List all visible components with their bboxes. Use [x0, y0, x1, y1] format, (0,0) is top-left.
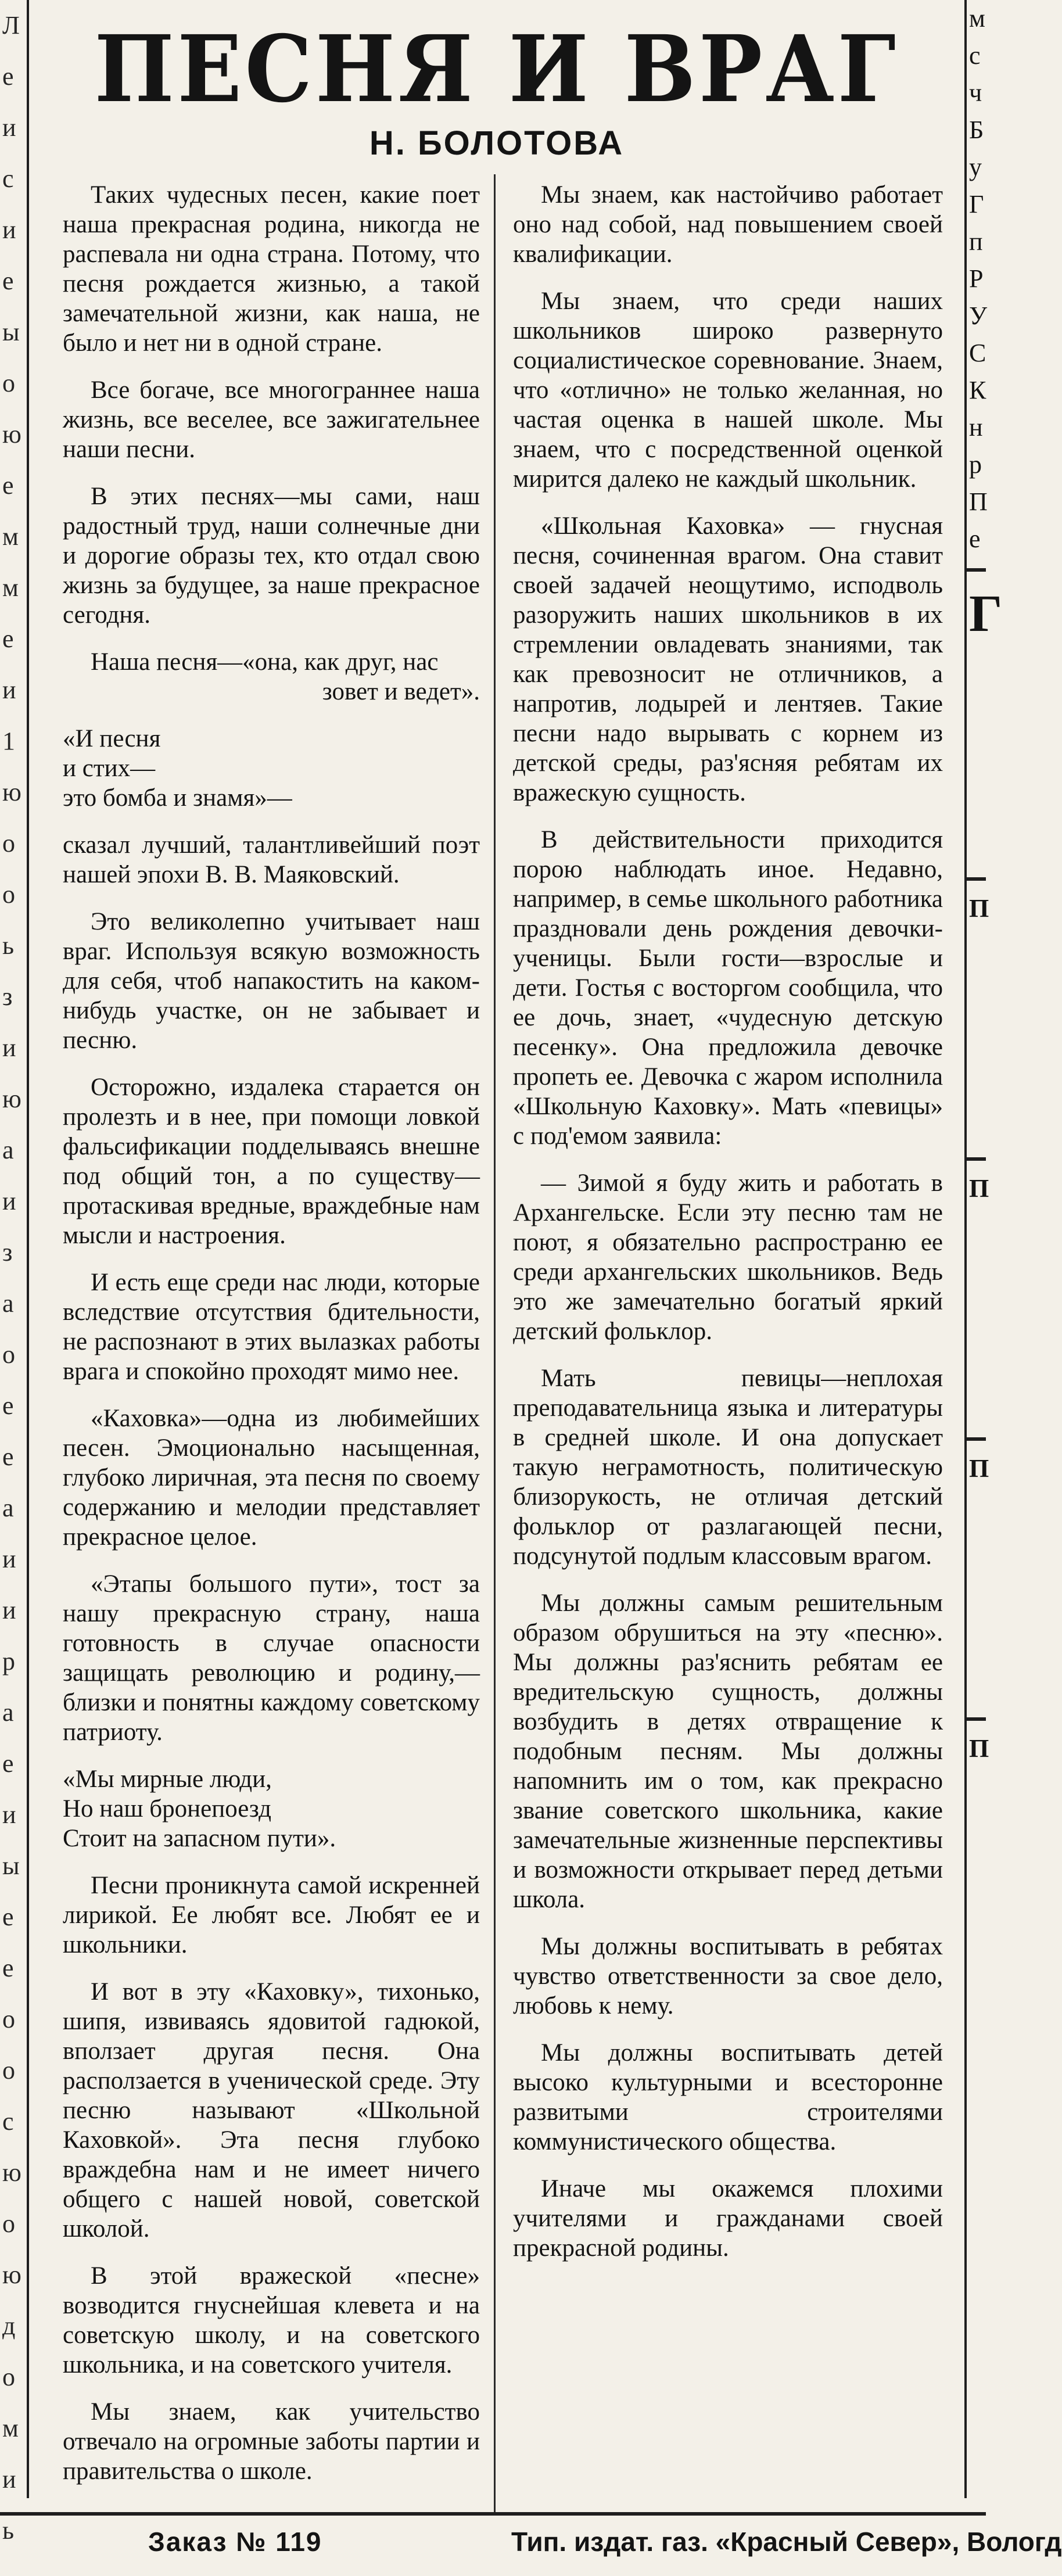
- margin-fragment: и: [2, 1187, 16, 1215]
- margin-fragment: ю: [2, 1085, 21, 1113]
- margin-fragment: ч: [969, 78, 982, 107]
- margin-rule: [967, 877, 986, 881]
- margin-fragment: е: [2, 625, 14, 653]
- margin-fragment: е: [2, 1903, 14, 1931]
- paragraph: В этих песнях—мы сами, наш радостный труд, наши солнечные дни и дорогие образы тех, кто отдал свою жизнь за будущее, за наше прекрасное сегодня.: [63, 483, 480, 629]
- margin-rule: [967, 568, 986, 572]
- margin-fragment: ю: [2, 778, 21, 806]
- margin-rule: [967, 1717, 986, 1721]
- margin-fragment: Б: [969, 116, 984, 144]
- paragraph: Мы должны самым решительным образом обрушиться на эту «песню». Мы должны раз'яснить ребятам ее вредительскую сущность, должны возбудить в детях отвращение к подобным песням. Мы должны напомнить им о том, как прекрасно звание советского школьника, какие замечательные жизненные перспективы и возможности открывает перед детьми школа.: [513, 1590, 943, 1913]
- margin-fragment: П: [969, 487, 988, 516]
- paragraph: И есть еще среди нас люди, которые вследствие отсутствия бдительности, не распознают в этих вылазках работы врага и спокойно проходят мимо нее.: [63, 1269, 480, 1385]
- paragraph: В действительности приходится порою наблюдать иное. Недавно, например, в семье школьного работника праздновали день рождения девочки-ученицы. Были гости—взрослые и дети. Гостья с восторгом сообщила, что ее дочь, знает, «чудесную детскую песенку». Она предложила девочке пропеть ее. Девочка с жаром исполнила «Школьную Каховку». Мать «певицы» с под'емом заявила:: [513, 826, 943, 1150]
- margin-fragment: з: [2, 982, 13, 1011]
- verse-line: Но наш бронепоезд: [63, 1795, 271, 1822]
- margin-fragment: а: [2, 1289, 14, 1318]
- footer-rule: [0, 2512, 986, 2516]
- margin-fragment: и: [2, 1034, 16, 1062]
- margin-fragment: о: [2, 880, 15, 909]
- margin-fragment: о: [2, 369, 15, 397]
- paragraph: И вот в эту «Каховку», тихонько, шипя, извиваясь ядовитой гадюкой, вползает другая песня. Она расползается в ученической среде. Эту песню называют «Школьной Каховкой». Эта песня глубоко враждебна нам и не имеет ничего общего с нашей новой, советской школой.: [63, 1978, 480, 2243]
- paragraph: «Этапы большого пути», тост за нашу прекрасную страну, наша готовность в случае опасности защищать революцию и родину,—близки и понятны каждому советскому патриоту.: [63, 1570, 480, 1746]
- margin-fragment: о: [2, 829, 15, 858]
- margin-fragment: 1: [2, 727, 15, 755]
- margin-fragment: е: [2, 471, 14, 500]
- margin-fragment: и: [2, 216, 16, 244]
- margin-rule: [967, 1157, 986, 1161]
- margin-fragment: е: [2, 267, 14, 295]
- margin-fragment: ь: [2, 2516, 15, 2545]
- margin-fragment: е: [2, 62, 14, 91]
- paragraph: Мы должны воспитывать в ребятах чувство ответственности за свое дело, любовь к нему.: [513, 1933, 943, 2019]
- left-neighbour-column: [0, 0, 29, 2545]
- paragraph: Мы знаем, что среди наших школьников широко развернуто социалистическое соревнование. Знаем, что «отлично» не только желанная, но частая оценка в нашей школе. Мы знаем, что с посредственной оценкой мирится далеко не каждый школьник.: [513, 288, 943, 493]
- right-neighbour-column: [964, 0, 1003, 2498]
- margin-fragment: о: [2, 2209, 15, 2238]
- verse-line: «Мы мирные люди,: [63, 1766, 272, 1793]
- margin-fragment: м: [2, 522, 19, 551]
- paragraph: — Зимой я буду жить и работать в Архангельске. Если эту песню там не поют, я обязательно распространю ее среди архангельских школьников. Ведь это же замечательно богатый яркий детский фольклор.: [513, 1169, 943, 1345]
- margin-fragment: е: [969, 525, 981, 553]
- paragraph: Все богаче, все многограннее наша жизнь, все веселее, все зажигательнее наши песни.: [63, 376, 480, 463]
- paragraph: Песни проникнута самой искренней лирикой. Ее любят все. Любят ее и школьники.: [63, 1872, 480, 1958]
- margin-fragment: е: [2, 1391, 14, 1420]
- paragraph: Осторожно, издалека старается он пролезть и в нее, при помощи ловкой фальсификации подделываясь внешне под общий тон, а по существу—протаскивая вредные, враждебные нам мысли и настроения.: [63, 1074, 480, 1249]
- verse-line: Стоит на запасном пути».: [63, 1825, 336, 1852]
- margin-fragment: о: [2, 2056, 15, 2085]
- margin-fragment: К: [969, 376, 986, 404]
- margin-fragment: е: [2, 1954, 14, 1982]
- margin-fragment: о: [2, 2005, 15, 2033]
- paragraph: сказал лучший, талантливейший поэт нашей эпохи В. В. Маяковский.: [63, 831, 480, 888]
- margin-fragment: и: [2, 2465, 16, 2494]
- margin-fragment: д: [2, 2312, 16, 2340]
- verse-quote: [63, 1764, 480, 1853]
- margin-fragment: м: [2, 2414, 19, 2442]
- order-number: Заказ № 119: [148, 2527, 322, 2557]
- margin-fragment: м: [2, 573, 19, 602]
- margin-fragment: н: [969, 413, 983, 442]
- margin-fragment: с: [2, 2107, 14, 2136]
- margin-fragment: У: [969, 302, 988, 330]
- margin-fragment: у: [969, 153, 982, 181]
- margin-heading-fragment: П: [969, 1454, 989, 1483]
- paragraph: Иначе мы окажемся плохими учителями и гражданами своей прекрасной родины.: [513, 2175, 943, 2262]
- verse-quote: [63, 724, 480, 813]
- margin-fragment: ю: [2, 2261, 21, 2289]
- margin-fragment: Р: [969, 264, 984, 293]
- paragraph: Это великолепно учитывает наш враг. Используя всякую возможность для себя, чтоб напакостить на каком-нибудь участке, он не забывает и песню.: [63, 908, 480, 1054]
- margin-fragment: ю: [2, 420, 21, 449]
- margin-fragment: ы: [2, 318, 20, 346]
- column-divider: [494, 174, 496, 2516]
- paragraph: «Школьная Каховка» — гнусная песня, сочиненная врагом. Она ставит своей задачей неощутимо, исподволь разоружить наших школьников в их стремлении овладевать знаниями, так как превозносит не отличников, а напротив, лодырей и лентяев. Такие песни надо вырывать с корнем из детской среды, раз'ясняя ребятам их вражескую сущность.: [513, 512, 943, 806]
- paragraph: Таких чудесных песен, какие поет наша прекрасная родина, никогда не распевала ни одна страна. Потому, что песня рождается жизнью, а такой замечательной жизни, как наша, не было и нет ни в одной стране.: [63, 181, 480, 357]
- verse-line: и стих—: [63, 755, 156, 782]
- margin-fragment: о: [2, 2363, 15, 2391]
- margin-fragment: Г: [969, 190, 984, 218]
- margin-fragment: е: [2, 1749, 14, 1778]
- paragraph: Мы знаем, как учительство отвечало на огромные заботы партии и правительства о школе.: [63, 2398, 480, 2485]
- margin-fragment: и: [2, 1800, 16, 1829]
- margin-fragment: а: [2, 1698, 14, 1727]
- paragraph: «Каховка»—одна из любимейших песен. Эмоционально насыщенная, глубоко лиричная, эта песня по своему содержанию и мелодии представляет прекрасное целое.: [63, 1405, 480, 1551]
- margin-fragment: м: [969, 4, 985, 33]
- margin-fragment: е: [2, 1443, 14, 1471]
- paragraph: Мы знаем, как настойчиво работает оно над собой, над повышением своей квалификации.: [513, 181, 943, 268]
- margin-fragment: р: [2, 1647, 15, 1676]
- printer-imprint: Тип. издат. газ. «Красный Север», Вологд: [511, 2527, 1062, 2557]
- margin-fragment: Л: [2, 11, 20, 40]
- article-column-left: [63, 180, 480, 2503]
- margin-fragment: и: [2, 1545, 16, 1573]
- paragraph: В этой вражеской «песне» возводится гнуснейшая клевета и на советскую школу, и на советского школьника, и на советского учителя.: [63, 2262, 480, 2378]
- margin-fragment: и: [2, 113, 16, 142]
- margin-fragment: а: [2, 1136, 14, 1164]
- margin-heading-fragment: П: [969, 894, 989, 923]
- article-headline: ПЕСНЯ И ВРАГ: [94, 16, 899, 123]
- margin-fragment: С: [969, 339, 986, 367]
- margin-heading-fragment: П: [969, 1174, 989, 1203]
- imprint-footer: [0, 2521, 1062, 2568]
- margin-fragment: р: [969, 450, 982, 479]
- margin-fragment: и: [2, 676, 16, 704]
- margin-rule: [967, 1437, 986, 1441]
- margin-fragment: ь: [2, 931, 15, 960]
- paragraph-continuation: зовет и ведет».: [322, 678, 480, 705]
- article-author: Н. БОЛОТОВА: [369, 124, 625, 162]
- paragraph: Мать певицы—неплохая преподавательница языка и литературы в средней школе. И она допускает такую неграмотность, политическую близорукость, не отличая детский фольклор от разлагающей песни, подсунутой подлым классовым врагом.: [513, 1365, 943, 1570]
- margin-fragment: и: [2, 1596, 16, 1624]
- margin-fragment: о: [2, 1340, 15, 1369]
- verse-line: «И песня: [63, 725, 161, 752]
- margin-fragment: а: [2, 1494, 14, 1522]
- margin-heading-fragment: П: [969, 1734, 989, 1763]
- margin-fragment: с: [2, 164, 14, 193]
- verse-line: это бомба и знамя»—: [63, 784, 292, 812]
- margin-fragment: ы: [2, 1852, 20, 1880]
- article-column-right: [513, 180, 943, 2280]
- margin-heading-fragment: Г: [969, 585, 1003, 643]
- paragraph: Наша песня—«она, как друг, нас: [91, 648, 439, 676]
- margin-fragment: с: [969, 41, 981, 70]
- margin-fragment: п: [969, 227, 983, 256]
- margin-fragment: ю: [2, 2158, 21, 2187]
- paragraph: Мы должны воспитывать детей высоко культурными и всесторонне развитыми строителями коммунистического общества.: [513, 2039, 943, 2155]
- margin-fragment: з: [2, 1238, 13, 1267]
